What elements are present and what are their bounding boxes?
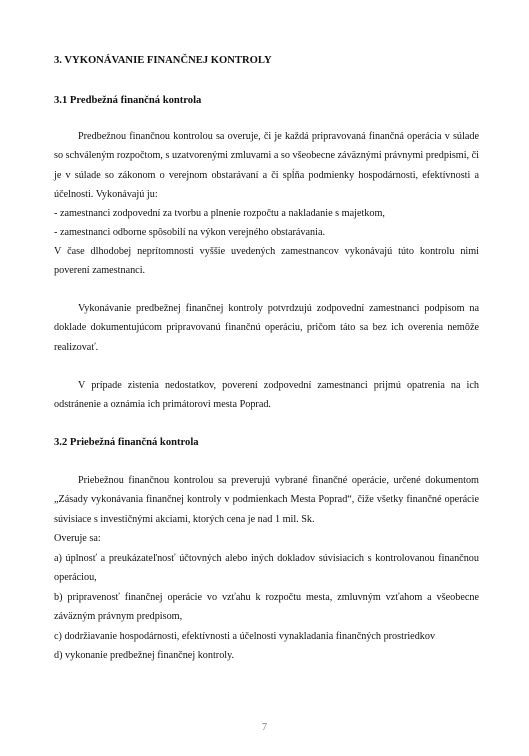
- subsection-heading-3-2: 3.2 Priebežná finančná kontrola: [54, 437, 199, 448]
- paragraph-3-2-lead: Overuje sa:: [54, 533, 101, 544]
- paragraph-3-1-tail: V čase dlhodobej neprítomnosti vyššie uvedených zamestnancov vykonávajú túto kontrolu nimi poverení zamestnanci.: [54, 246, 479, 277]
- paragraph-3-1-confirmation: Vykonávanie predbežnej finančnej kontroly potvrdzujú zodpovední zamestnanci podpisom na doklade dokumentujúcom pripravovanú finančnú operáciu, pričom táto sa bez ich overenia nemôže realizovať.: [54, 303, 479, 353]
- paragraph-3-1-intro: Predbežnou finančnou kontrolou sa overuje, či je každá pripravovaná finančná operácia v súlade so schváleným rozpočtom, s uzatvorenými zmluvami a so všeobecne záväznými právnymi predpismi, či je v súlade so zákonom o verejnom obstarávaní a či spĺňa podmienky hospodárnosti, efektívnosti a účelnosti. Vykonávajú ju:: [54, 131, 479, 201]
- section-heading: 3. VYKONÁVANIE FINANČNEJ KONTROLY: [54, 55, 272, 66]
- list-item: b) pripravenosť finančnej operácie vo vzťahu k rozpočtu mesta, zmluvným vzťahom a všeobecne záväzným právnym predpisom,: [54, 592, 479, 623]
- list-item: d) vykonanie predbežnej finančnej kontroly.: [54, 650, 235, 661]
- list-item: - zamestnanci odborne spôsobilí na výkon verejného obstarávania.: [54, 227, 326, 238]
- paragraph-3-1-deficiencies: V prípade zistenia nedostatkov, poverení zodpovední zamestnanci prijmú opatrenia na ich odstránenie a oznámia ich primátorovi mesta Poprad.: [54, 380, 479, 411]
- list-item: c) dodržiavanie hospodárnosti, efektívnosti a účelnosti vynakladania finančných prostriedkov: [54, 631, 436, 642]
- paragraph-3-2-intro: Priebežnou finančnou kontrolou sa preverujú vybrané finančné operácie, určené dokumentom „Zásady vykonávania finančnej kontroly v podmienkach Mesta Poprad“, čiže všetky finančné operácie súvisiace s investičnými akciami, ktorých cena je nad 1 mil. Sk.: [54, 475, 479, 525]
- page-number: 7: [262, 722, 267, 733]
- list-item: - zamestnanci zodpovední za tvorbu a plnenie rozpočtu a nakladanie s majetkom,: [54, 208, 385, 219]
- list-item: a) úplnosť a preukázateľnosť účtovných alebo iných dokladov súvisiacich s kontrolovanou finančnou operáciou,: [54, 553, 479, 584]
- subsection-heading-3-1: 3.1 Predbežná finančná kontrola: [54, 95, 202, 106]
